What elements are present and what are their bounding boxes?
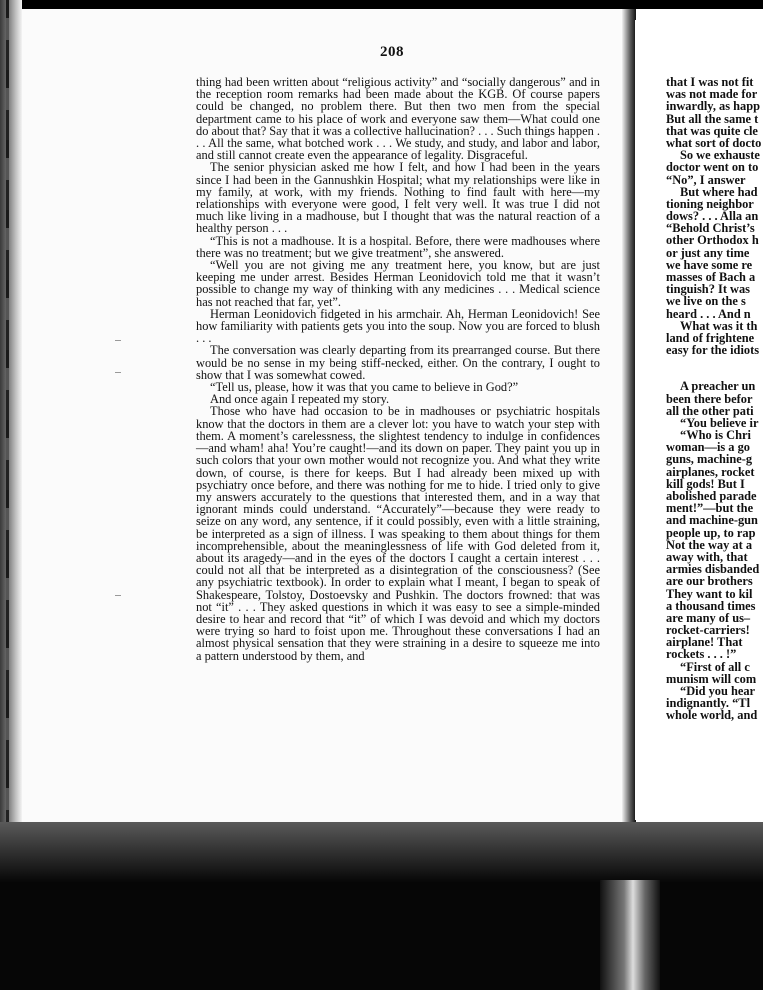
right-page-line: rockets . . . !” — [666, 647, 737, 662]
paragraph: thing had been written about “religious activity” and “socially dangerous” and in the reception room remarks had been made about the KGB. Of course papers could be changed, no problem there. But then two men from the special department came to his place of work and everyone saw them—What could one do about that? Say that it was a collective hallucination? . . . Such things happen . . . All the same, what botched work . . . We study, and study, and labor and labor, and still cannot create even the appearance of legality. Disgraceful. — [196, 75, 600, 163]
right-page-line: or just any time — [666, 245, 750, 260]
right-page-line: was not made for — [666, 87, 758, 102]
right-page-line: people up, to rap — [666, 525, 756, 540]
margin-speck — [115, 372, 121, 373]
right-page-line: They want to kil — [666, 586, 753, 601]
right-page-line: kill gods! But I — [666, 476, 745, 491]
right-page-line: woman—is a go — [666, 440, 750, 455]
scan-bottom-fade — [0, 822, 763, 882]
right-page-body — [666, 76, 763, 722]
right-page-line: “Behold Christ’s — [666, 221, 755, 236]
right-page-line: other Orthodox h — [666, 233, 759, 248]
right-page-line: doctor went on to — [666, 160, 759, 175]
right-page-line: munism will com — [666, 671, 757, 686]
right-page-line: “Did you hear — [680, 684, 756, 698]
right-page-line: airplanes, rocket — [666, 464, 755, 479]
right-page-line: are our brothers — [666, 574, 753, 589]
book-spine-edge — [600, 880, 660, 990]
right-page-line: ment!”—but the — [666, 501, 754, 516]
paragraph: The conversation was clearly departing from its prearranged course. But there would be no sense in my being stiff-necked, either. On the contrary, I ought to show that I was somewhat cowed. — [196, 343, 600, 382]
right-page-line: inwardly, as happ — [666, 99, 761, 114]
right-page-line: masses of Bach a — [666, 270, 756, 284]
paragraph: The senior physician asked me how I felt, and how I had been in the years since I had been in the Gannushkin Hospital; what my relationships were like in my family, at work, with my friends. Nothing to find fault with here—my relationships with everyone were good, I felt very well. It was true I did not much like living in a madhouse, but I thought that was the natural reaction of a healthy person . . . — [196, 160, 600, 236]
right-page-line: “No”, I answer — [666, 172, 746, 187]
right-page-line: indignantly. “Tl — [666, 696, 751, 711]
right-page-line — [666, 356, 763, 380]
right-page-line: tinguish? It was — [666, 282, 751, 297]
right-page-line: A preacher un — [680, 379, 756, 394]
right-page-line: that I was not fit — [666, 76, 754, 89]
right-page-line: “You believe ir — [680, 415, 759, 430]
right-page-line: land of frightene — [666, 330, 755, 345]
right-page-line: we live on the s — [666, 294, 746, 309]
right-page-line: What was it th — [680, 318, 758, 333]
margin-speck — [115, 340, 121, 341]
right-page-line: airplane! That — [666, 635, 743, 650]
right-page-line: armies disbanded — [666, 562, 760, 577]
right-page-line: So we exhauste — [680, 148, 760, 163]
paragraph: “This is not a madhouse. It is a hospital. Before, there were madhouses where there was no treatment; but we give treatment”, she answered. — [196, 233, 600, 260]
right-page-line: But where had — [680, 184, 758, 199]
right-page-line: tioning neighbor — [666, 196, 754, 211]
paragraph: And once again I repeated my story. — [210, 392, 390, 407]
right-page-line: dows? . . . Alla an — [666, 209, 759, 224]
right-page-line: and machine-gun — [666, 513, 758, 528]
right-page-line: Not the way at a — [666, 537, 753, 552]
right-page-line: are many of us– — [666, 610, 751, 625]
right-page-line: But all the same t — [666, 111, 759, 126]
margin-speck — [115, 595, 121, 596]
right-page-line: abolished parade — [666, 489, 757, 503]
right-page-line: easy for the idiots — [666, 343, 760, 358]
right-page-line: rocket-carriers! — [666, 623, 750, 638]
right-page-line: what sort of docto — [666, 135, 762, 150]
paragraph: “Well you are not giving me any treatment here, you know, but are just keeping me under arrest. Besides Herman Leonidovich told me that it wasn’t possible to change my way of thinking with any medicines . . . Medical science has not reached that far, yet”. — [196, 258, 600, 309]
right-page-line: a thousand times — [666, 598, 756, 613]
paragraph: Those who have had occasion to be in madhouses or psychiatric hospitals know that the doctors in them are a clever lot: you have to watch your step with them. A moment’s carelessness, the slightest tendency to indulge in confidences—and wham! aha! You’re caught!—and its down on paper. They paint you up in such colors that your own mother would not recognize you. And what they write down, of course, is there for keeps. But I had already been mixed up with psychiatry once before, and there was nothing for me to hide. I tried only to give my answers accurately to the questions that interested them, and in a way that ignorant minds could understand. “Accurately”—because they were ready to seize on any word, any sentence, if it could possibly, even with a little straining, be interpreted as a sign of illness. I was speaking to them about things for them incomprehensible, about the meaninglessness of life with God deleted from it, about its aragedy—and in the eyes of the doctors I caught a certain interest . . . could not all that be interpreted as a disintegration of the consciousness? (See any psychiatric textbook). In order to explain what I meant, I began to speak of Shakespeare, Tolstoy, Dostoevsky and Pushkin. The doctors frowned: that was not “it” . . . They asked questions in which it was easy to see a simple-minded desire to hear and record that “it” of which I was devoid and which my doctors were trying so hard to foist upon me. Throughout these conversations I had an almost physical sensation that they were straining in a desire to squeeze me into a pattern understood by them, and — [196, 404, 600, 663]
right-page-line: “Who is Chri — [680, 428, 751, 443]
right-page-line: that was quite cle — [666, 123, 758, 138]
scan-top-border — [0, 0, 763, 9]
right-page-line: away with, that — [666, 549, 748, 564]
left-page-body — [196, 76, 600, 662]
paragraph: Herman Leonidovich fidgeted in his armchair. Ah, Herman Leonidovich! See how familiarity with patients gets you into the soup. Now you are forced to blush . . . — [196, 306, 600, 346]
page-number: 208 — [380, 44, 404, 60]
right-page-line: “First of all c — [680, 659, 750, 674]
right-page-line: all the other pati — [666, 403, 754, 418]
right-page-line: we have some re — [666, 257, 753, 272]
paragraph: “Tell us, please, how it was that you came to believe in God?” — [210, 380, 519, 395]
right-page-line: whole world, and — [666, 708, 758, 722]
right-page-line: been there befor — [666, 391, 753, 406]
right-page-line: heard . . . And n — [666, 306, 751, 321]
right-page-line: guns, machine-g — [666, 452, 753, 467]
